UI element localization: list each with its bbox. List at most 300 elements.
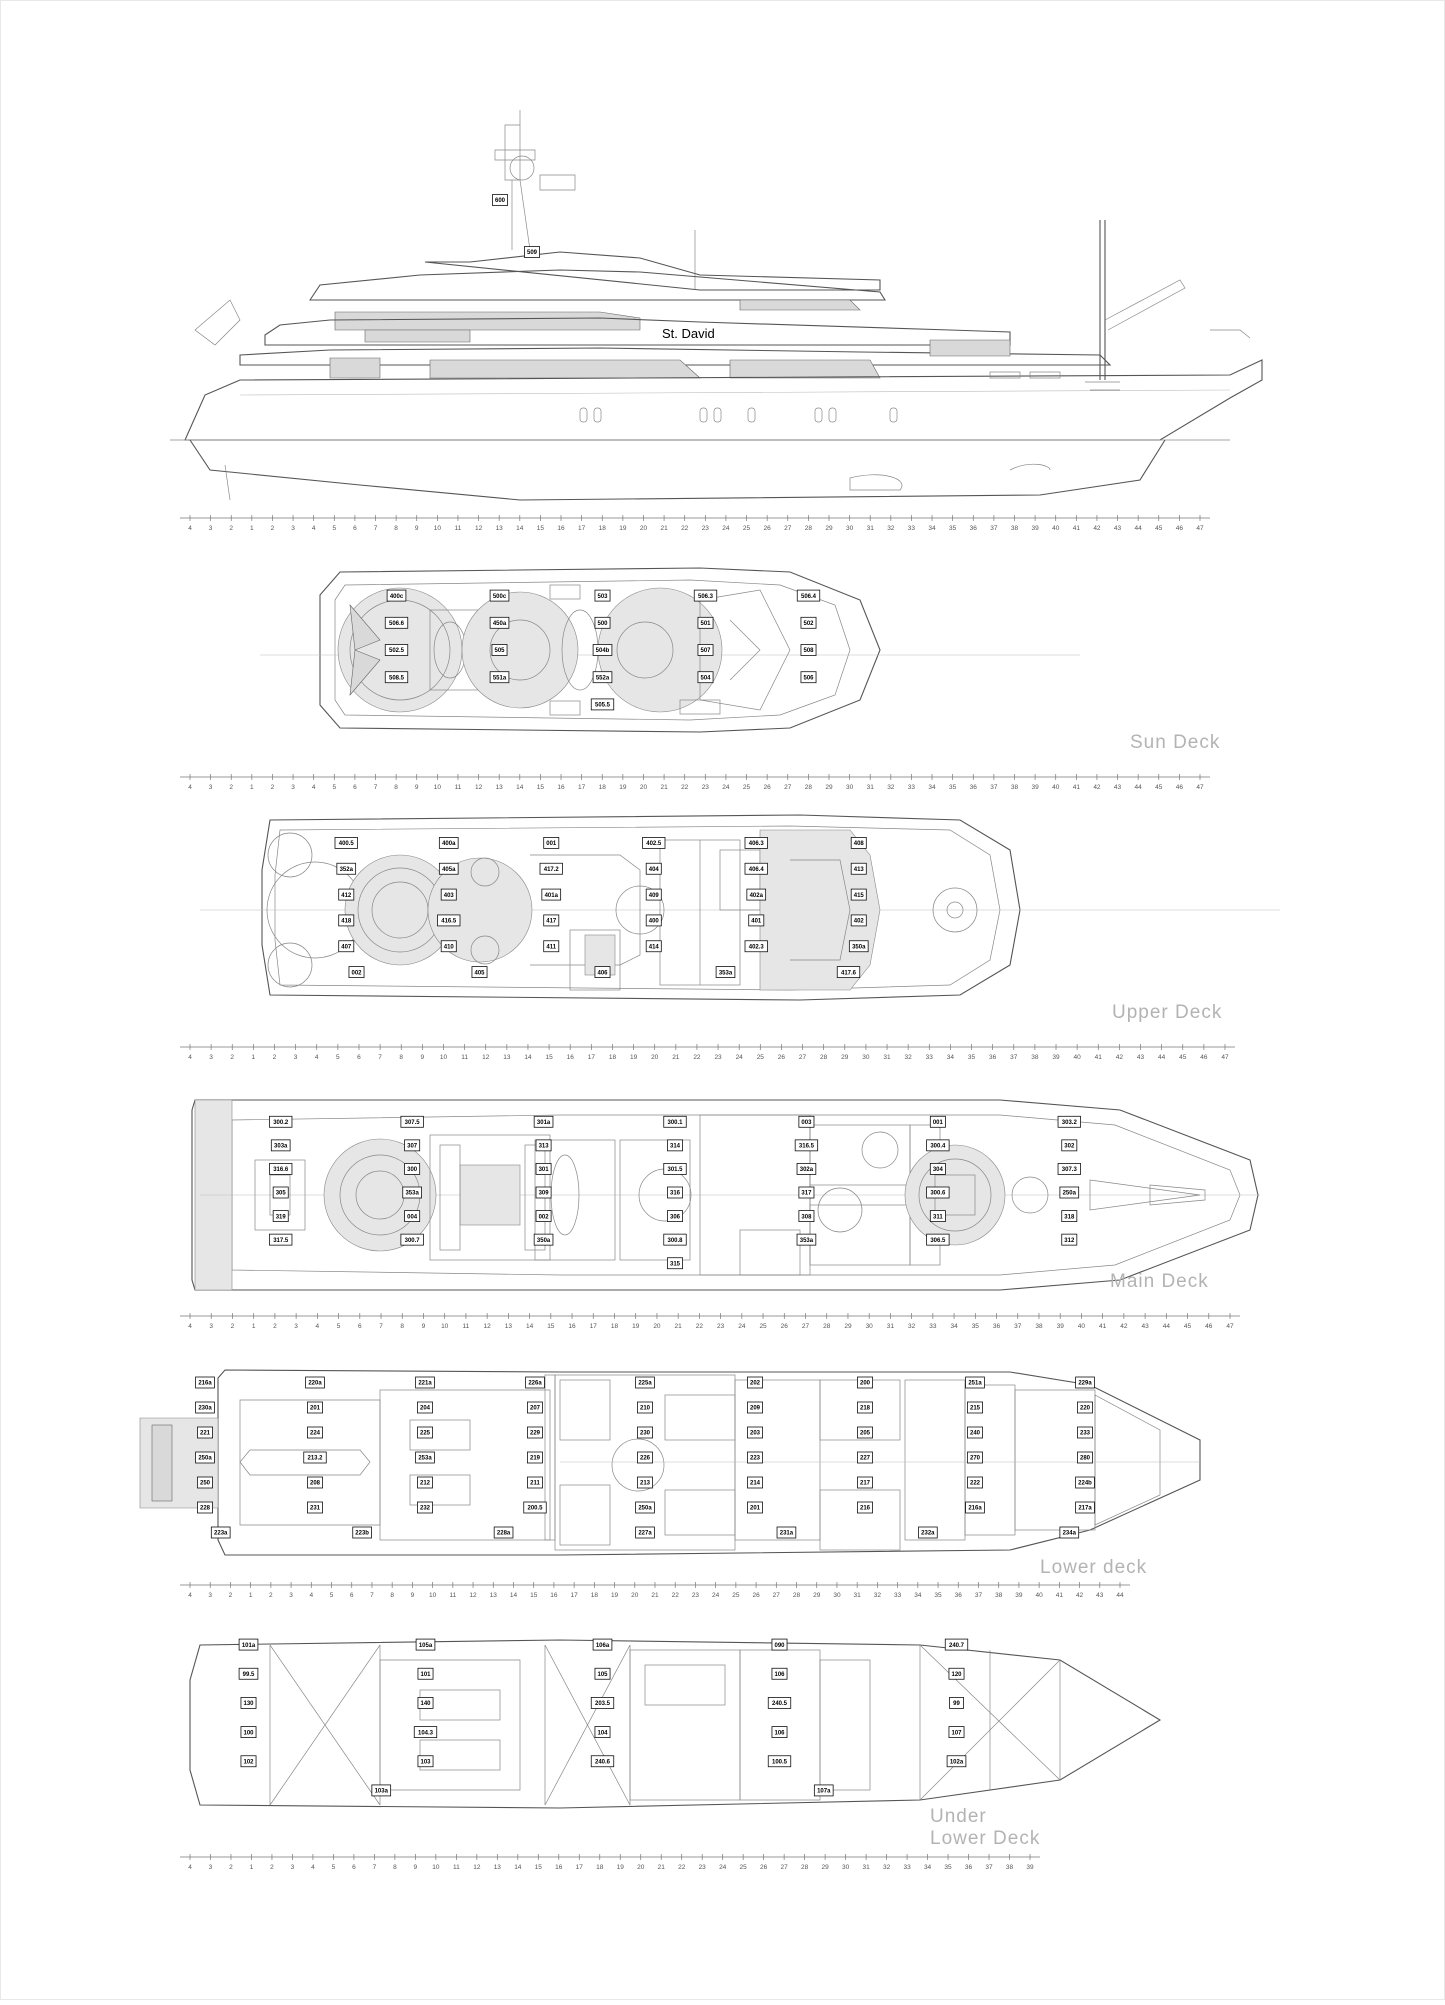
frame-tick-label: 39 [1015, 1592, 1023, 1599]
room-tag-label: 317.5 [273, 1237, 289, 1244]
room-tag-label: 99 [953, 1701, 960, 1708]
room-tag [643, 837, 666, 848]
frame-tick-label: 29 [813, 1592, 821, 1599]
room-tag-label: 500c [492, 593, 507, 600]
frame-tick-label: 28 [823, 1323, 831, 1330]
room-tag [273, 1187, 288, 1198]
frame-tick-label: 30 [862, 1054, 870, 1061]
room-tag [857, 1452, 872, 1463]
frame-tick-label: 22 [681, 525, 689, 532]
frame-tick-label: 13 [503, 1054, 511, 1061]
room-tag-label: 402 [853, 918, 864, 925]
room-tag-label: 217 [859, 1480, 871, 1487]
room-tag-label: 307.3 [1061, 1167, 1077, 1174]
room-tag [967, 1477, 982, 1488]
room-tag-label: 414 [648, 944, 659, 951]
room-tag [542, 889, 561, 900]
frame-tick-label: 31 [886, 1323, 895, 1330]
room-tag-label: 300.1 [667, 1119, 683, 1126]
frame-tick-label: 3 [208, 784, 213, 791]
room-tag-label: 312 [1064, 1237, 1075, 1244]
frame-tick-label: 33 [903, 1864, 911, 1871]
room-tag [536, 1163, 551, 1174]
upper-deck-label [1112, 1002, 1222, 1023]
room-tag [335, 837, 358, 848]
frame-tick-label: 34 [923, 1864, 932, 1871]
room-tag-label: 600 [494, 198, 506, 205]
room-tag-label: 450a [492, 621, 507, 627]
frame-tick-label: 13 [489, 1592, 497, 1599]
frame-tick-label: 27 [801, 1323, 810, 1330]
room-tag-label: 412 [341, 892, 352, 899]
room-tag-label: 100.5 [771, 1759, 788, 1766]
upper-deck-plan [200, 815, 1280, 1023]
room-tag [591, 1697, 614, 1708]
room-tag [417, 1427, 432, 1438]
room-tag [241, 1697, 256, 1708]
deck-label-line: Sun Deck [1130, 732, 1221, 753]
frame-tick-label: 41 [1099, 1323, 1107, 1330]
frame-tick-label: 12 [469, 1592, 477, 1599]
room-tag [593, 672, 612, 683]
frame-tick-label: 38 [1005, 1864, 1014, 1871]
room-tag [417, 1502, 432, 1513]
room-tag [536, 1187, 551, 1198]
room-tag [307, 1477, 322, 1488]
frame-tick-label: 26 [780, 1323, 788, 1330]
room-tag [304, 1452, 327, 1463]
frame-tick-label: 3 [208, 1592, 213, 1599]
frame-tick-label: 16 [550, 1592, 558, 1599]
room-tag [540, 863, 563, 874]
frame-tick-label: 13 [493, 1864, 501, 1871]
room-tag [857, 1502, 872, 1513]
frame-tick-label: 44 [1162, 1323, 1170, 1330]
room-tag-label: 232 [419, 1505, 431, 1512]
main-deck-label [1110, 1271, 1209, 1292]
frame-tick-label: 1 [250, 784, 254, 791]
room-tag [777, 1527, 796, 1538]
room-tag-label: 300 [407, 1167, 418, 1174]
room-tag [595, 967, 610, 978]
room-tag-label: 317 [801, 1190, 812, 1197]
frame-tick-label: 33 [907, 784, 916, 791]
room-tag [947, 1756, 966, 1767]
room-tag [801, 617, 816, 628]
frame-tick-label: 47 [1221, 1054, 1229, 1061]
frame-tick-label: 35 [971, 1323, 979, 1330]
room-tag [385, 617, 408, 628]
room-tag [857, 1427, 872, 1438]
frame-tick-label: 36 [954, 1592, 962, 1599]
room-tag-label: 508.5 [388, 675, 405, 682]
room-tag-label: 306.5 [930, 1237, 946, 1244]
frame-tick-label: 15 [536, 784, 545, 791]
frame-tick-label: 36 [989, 1054, 997, 1061]
frame-tick-label: 6 [352, 1864, 356, 1871]
frame-scale [180, 1854, 1040, 1871]
frame-tick-label: 32 [904, 1054, 912, 1061]
frame-tick-label: 42 [1115, 1054, 1124, 1061]
room-tag-label: 350a [536, 1237, 551, 1244]
frame-tick-label: 39 [1031, 525, 1039, 532]
room-tag-label: 505.5 [594, 702, 611, 709]
frame-tick-label: 29 [825, 784, 833, 791]
frame-tick-label: 14 [516, 784, 524, 791]
room-tag [1076, 1377, 1095, 1388]
room-tag [745, 837, 768, 848]
frame-tick-label: 32 [908, 1323, 916, 1330]
room-tag-label: 405a [442, 866, 456, 873]
room-tag-label: 213.2 [307, 1455, 323, 1462]
frame-tick-label: 11 [452, 1864, 460, 1871]
under-lower-deck-plan [190, 1639, 1160, 1849]
room-tag [851, 863, 866, 874]
room-tag-label: 224b [1078, 1480, 1092, 1487]
room-tag [405, 1140, 420, 1151]
room-tag-label: 221a [418, 1380, 432, 1387]
frame-tick-label: 4 [309, 1592, 314, 1599]
frame-tick-label: 34 [928, 525, 936, 532]
frame-tick-label: 46 [1175, 525, 1184, 532]
room-tag-label: 104.3 [417, 1730, 434, 1737]
frame-tick-label: 24 [722, 525, 730, 532]
room-tag [197, 1502, 212, 1513]
frame-tick-label: 8 [399, 1054, 404, 1061]
room-tag-label: 106 [774, 1730, 785, 1737]
frame-tick-label: 18 [598, 784, 606, 791]
room-tag-label: 240.7 [948, 1642, 965, 1649]
room-tag [1060, 1187, 1079, 1198]
room-tag-label: 100 [243, 1730, 254, 1737]
room-tag-label: 222 [969, 1480, 981, 1487]
frame-tick-label: 3 [290, 1864, 295, 1871]
frame-tick-label: 4 [188, 784, 192, 791]
room-tag-label: 280 [1079, 1455, 1091, 1462]
room-tag-label: 551a [492, 675, 507, 682]
room-tag [1077, 1402, 1092, 1413]
room-tag [795, 1140, 818, 1151]
frame-tick-label: 30 [833, 1592, 841, 1599]
room-tag [416, 1452, 435, 1463]
frame-tick-label: 9 [420, 1054, 425, 1061]
room-tag-label: 203.5 [594, 1701, 611, 1708]
frame-tick-label: 27 [780, 1864, 788, 1871]
frame-tick-label: 33 [925, 1054, 933, 1061]
room-tag [387, 590, 406, 601]
room-tag [664, 1234, 687, 1245]
room-tag-label: 250 [199, 1480, 211, 1487]
frame-tick-label: 2 [270, 1864, 274, 1871]
room-tag [749, 915, 764, 926]
room-tag [438, 915, 461, 926]
frame-tick-label: 40 [1052, 784, 1060, 791]
sun-deck-plan [260, 568, 1220, 753]
frame-tick-label: 33 [907, 525, 916, 532]
room-tag-label: 207 [529, 1405, 541, 1412]
room-tag-label: 504b [595, 648, 610, 655]
frame-tick-label: 19 [619, 784, 627, 791]
frame-tick-label: 45 [1155, 525, 1163, 532]
frame-tick-label: 43 [1136, 1054, 1145, 1061]
lower-deck-label [1040, 1557, 1147, 1578]
room-tag [490, 617, 509, 628]
frame-tick-label: 34 [928, 784, 936, 791]
room-tag-label: 101 [420, 1671, 431, 1678]
room-tag-label: 211 [530, 1480, 540, 1487]
room-tag-label: 506.3 [697, 593, 714, 600]
room-tag [747, 889, 766, 900]
frame-tick-label: 43 [1113, 784, 1122, 791]
room-tag-label: 315 [669, 1261, 681, 1268]
frame-tick-label: 28 [820, 1054, 828, 1061]
room-tag-label: 403 [443, 892, 454, 899]
frame-tick-label: 10 [428, 1592, 437, 1599]
frame-tick-label: 26 [763, 525, 771, 532]
room-tag [307, 1502, 322, 1513]
room-tag-label: 409 [648, 892, 659, 899]
room-tag-label: 301 [538, 1167, 549, 1174]
deck-label-line: Lower Deck [930, 1828, 1041, 1849]
room-tag-label: 508 [803, 648, 814, 655]
frame-tick-label: 19 [632, 1323, 640, 1330]
room-tag [851, 837, 866, 848]
frame-tick-label: 18 [598, 525, 606, 532]
room-tag-label: 303a [274, 1143, 288, 1150]
room-tag [967, 1452, 982, 1463]
room-tag-label: 316 [669, 1190, 681, 1197]
room-tag [664, 1116, 687, 1127]
room-tag-label: 406.4 [748, 866, 764, 873]
room-tag-label: 305 [275, 1190, 286, 1197]
frame-tick-label: 39 [1056, 1323, 1064, 1330]
room-tag-label: 230 [639, 1430, 651, 1437]
room-tag [527, 1452, 542, 1463]
sun-deck-label [1130, 732, 1220, 753]
room-tag-label: 120 [951, 1671, 962, 1678]
room-tag [494, 1527, 513, 1538]
room-tag-label: 501 [700, 621, 711, 627]
frame-tick-label: 3 [293, 1054, 298, 1061]
room-tag-label: 001 [546, 841, 557, 848]
frame-scale [180, 1313, 1240, 1330]
room-tag-label: 103 [420, 1759, 431, 1766]
room-tag-label: 416.5 [441, 918, 457, 925]
room-tag [372, 1785, 391, 1796]
frame-tick-label: 46 [1200, 1054, 1208, 1061]
frame-tick-label: 23 [701, 784, 709, 791]
frame-tick-label: 10 [433, 784, 441, 791]
frame-scale [180, 515, 1210, 532]
room-tag [239, 1639, 258, 1650]
room-tag-label: 226a [528, 1380, 542, 1387]
frame-tick-label: 43 [1113, 525, 1122, 532]
frame-tick-label: 31 [883, 1054, 891, 1061]
room-tag-label: 302 [1064, 1143, 1075, 1150]
frame-tick-label: 2 [229, 1864, 233, 1871]
frame-tick-label: 22 [695, 1323, 704, 1330]
room-tag-label: 406 [597, 970, 608, 977]
frame-tick-label: 17 [578, 525, 586, 532]
room-tag [307, 1402, 322, 1413]
room-tag [490, 590, 509, 601]
room-tag-label: 216a [198, 1380, 212, 1387]
room-tag [593, 1639, 612, 1650]
room-tag-label: 300.7 [404, 1237, 420, 1244]
room-tag [472, 967, 487, 978]
frame-tick-label: 37 [974, 1592, 983, 1599]
room-tag [857, 1477, 872, 1488]
room-tag-label: 410 [443, 944, 454, 951]
frame-tick-label: 44 [1158, 1054, 1166, 1061]
room-tag [1077, 1452, 1092, 1463]
frame-tick-label: 2 [230, 1323, 235, 1330]
frame-tick-label: 42 [1075, 1592, 1084, 1599]
room-tag [197, 1427, 212, 1438]
frame-tick-label: 28 [792, 1592, 801, 1599]
room-tag-label: 411 [546, 944, 557, 951]
frame-tick-label: 35 [949, 525, 957, 532]
room-tag-label: 311 [933, 1214, 943, 1221]
room-tag-label: 303.2 [1061, 1119, 1077, 1126]
room-tag [196, 1452, 215, 1463]
room-tag-label: 229a [1078, 1380, 1092, 1387]
frame-tick-label: 11 [449, 1592, 457, 1599]
frame-tick-label: 22 [693, 1054, 701, 1061]
frame-tick-label: 25 [739, 1864, 747, 1871]
frame-tick-label: 42 [1093, 784, 1101, 791]
frame-tick-label: 8 [394, 784, 398, 791]
room-tag [1062, 1140, 1077, 1151]
room-tag [801, 645, 816, 656]
portholes [580, 408, 897, 422]
frame-tick-label: 28 [804, 784, 812, 791]
room-tag-label: 232a [921, 1530, 935, 1537]
room-tag-label: 506 [803, 675, 814, 682]
frame-tick-label: 2 [269, 1592, 273, 1599]
room-tag-label: 302a [799, 1167, 814, 1174]
room-tag-label: 201 [309, 1405, 321, 1412]
room-tag [698, 672, 713, 683]
frame-tick-label: 40 [1077, 1323, 1086, 1330]
frame-tick-label: 24 [719, 1864, 727, 1871]
room-tag [797, 1163, 816, 1174]
frame-tick-label: 7 [372, 1864, 377, 1871]
frame-tick-label: 21 [657, 1864, 665, 1871]
room-tag [527, 1402, 542, 1413]
room-tag [636, 1502, 655, 1513]
deck-label-line: Upper Deck [1112, 1002, 1223, 1023]
frame-tick-label: 47 [1226, 1323, 1234, 1330]
room-tag-label: 201 [749, 1505, 761, 1512]
room-tag-label: 212 [419, 1480, 431, 1487]
room-tag-label: 221 [199, 1430, 211, 1437]
frame-tick-label: 24 [712, 1592, 720, 1599]
frame-tick-label: 39 [1026, 1864, 1034, 1871]
room-tag-label: 400a [442, 841, 456, 848]
room-tag-label: 405 [474, 970, 485, 977]
room-tag [526, 1377, 545, 1388]
room-tag [646, 915, 661, 926]
room-tag-label: 101a [241, 1642, 256, 1649]
room-tag [799, 1211, 814, 1222]
frame-tick-label: 1 [249, 1864, 254, 1871]
frame-tick-label: 3 [209, 1054, 213, 1061]
frame-tick-label: 25 [742, 525, 751, 532]
frame-tick-label: 23 [698, 1864, 706, 1871]
frame-tick-label: 34 [950, 1323, 958, 1330]
room-tag-label: 500 [597, 621, 608, 627]
room-tag-label: 233 [1079, 1430, 1091, 1437]
frame-tick-label: 24 [738, 1323, 746, 1330]
room-tag-label: 209 [749, 1405, 761, 1412]
frame-tick-label: 9 [414, 784, 419, 791]
frame-tick-label: 38 [995, 1592, 1003, 1599]
frame-scale [180, 774, 1210, 791]
frame-tick-label: 14 [509, 1592, 518, 1599]
frame-tick-label: 15 [530, 1592, 538, 1599]
frame-tick-label: 1 [251, 1054, 256, 1061]
frame-tick-label: 40 [1073, 1054, 1081, 1061]
room-tag [544, 941, 559, 952]
room-tag-label: 240.6 [594, 1759, 611, 1766]
room-tag-label: 240.5 [771, 1701, 788, 1708]
room-tag [492, 195, 507, 206]
room-tag [418, 1668, 433, 1679]
room-tag [269, 1116, 292, 1127]
frame-tick-label: 8 [390, 1592, 394, 1599]
frame-tick-label: 2 [272, 1054, 277, 1061]
frame-tick-label: 37 [985, 1864, 993, 1871]
frame-tick-label: 16 [568, 1323, 576, 1330]
room-tag [241, 1727, 256, 1738]
frame-tick-label: 15 [545, 1054, 553, 1061]
room-tag-label: 002 [351, 970, 362, 977]
frame-tick-label: 2 [273, 1323, 277, 1330]
frame-tick-label: 6 [357, 1054, 361, 1061]
frame-tick-label: 47 [1196, 784, 1204, 791]
frame-tick-label: 30 [845, 525, 854, 532]
room-tag-label: 408 [853, 841, 864, 848]
frame-tick-label: 29 [825, 525, 833, 532]
frame-tick-label: 14 [525, 1323, 534, 1330]
frame-tick-label: 39 [1031, 784, 1039, 791]
room-tag [1076, 1502, 1095, 1513]
frame-tick-label: 47 [1196, 525, 1204, 532]
room-tag-label: 99.5 [242, 1671, 255, 1678]
frame-tick-label: 4 [311, 525, 316, 532]
frame-tick-label: 45 [1183, 1323, 1192, 1330]
frame-tick-label: 15 [536, 525, 545, 532]
frame-scale [180, 1582, 1130, 1599]
frame-tick-label: 9 [414, 525, 419, 532]
room-tag [927, 1187, 950, 1198]
room-tag [527, 1477, 542, 1488]
room-tag [772, 1668, 787, 1679]
room-tag-label: 102 [243, 1759, 254, 1766]
room-tag [339, 889, 354, 900]
room-tag [536, 1211, 551, 1222]
room-tag-label: 506.4 [800, 593, 817, 600]
room-tag-label: 307.5 [404, 1119, 420, 1126]
room-tag [273, 1211, 288, 1222]
room-tag-label: 353a [405, 1190, 419, 1197]
frame-tick-label: 25 [756, 1054, 764, 1061]
frame-tick-label: 27 [784, 525, 792, 532]
frame-tick-label: 7 [370, 1592, 374, 1599]
frame-tick-label: 26 [763, 784, 771, 791]
room-tag [593, 645, 612, 656]
